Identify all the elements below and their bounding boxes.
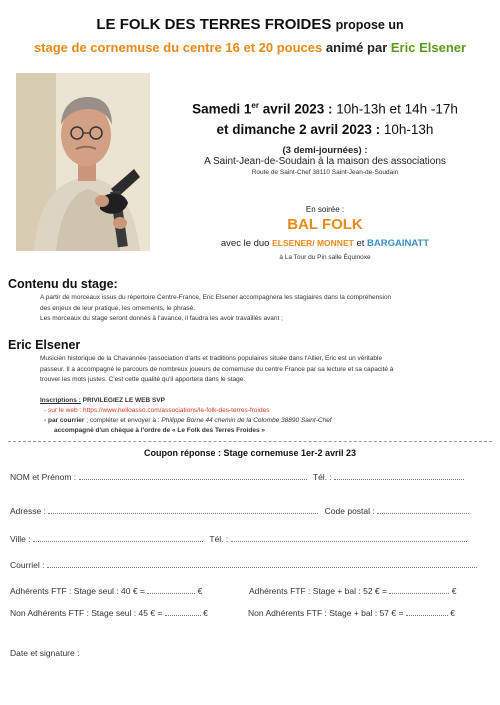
day1-label: Samedi 1 <box>192 101 252 117</box>
signature-label: Date et signature : <box>10 648 80 658</box>
web-prefix: - sur le web : <box>44 407 84 414</box>
adh-bal-euro: € <box>451 586 457 596</box>
evening-venue: à La Tour du Pin salle Équinoxe <box>279 254 371 261</box>
inscriptions-label: Inscriptions : <box>40 397 81 404</box>
mail-text: ; compléter et envoyer à : <box>84 417 162 424</box>
bio-title: Eric Elsener <box>8 338 81 352</box>
adh-bal-label: Adhérents FTF : Stage + bal : 52 € = <box>249 586 387 596</box>
contenu-line: Les morceaux du stage seront donnés à l'avance, il faudra les avoir travaillés avant ; <box>40 315 283 322</box>
coupon-title: Coupon réponse : Stage cornemuse 1er-2 avril 23 <box>143 448 357 458</box>
bio-line: Musicien historique de la Chavannée (association d'arts et traditions populaires située dans l'Allier, Eric est un véritable <box>40 355 383 362</box>
nonadh-bal-euro: € <box>450 608 455 618</box>
adh-seul-field[interactable] <box>147 585 195 594</box>
courriel-field[interactable] <box>47 559 477 568</box>
contenu-text <box>40 293 480 325</box>
mail-address: Philippe Borne 44 chemin de la Colombe 38890 Saint-Chef <box>161 417 332 424</box>
day1-hours: 10h-13h et 14h -17h <box>332 101 458 117</box>
contenu-line: A partir de morceaux issus du répertoire Centre-France, Eric Elsener accompagnera les stagiaires dans la compréhension <box>40 294 392 301</box>
nonadh-seul-label: Non Adhérents FTF : Stage seul : 45 € = <box>10 608 163 618</box>
date-sunday <box>160 122 490 137</box>
band-name: BARGAINATT <box>367 238 430 249</box>
adh-seul-label: Adhérents FTF : Stage seul : 40 € = <box>10 586 145 596</box>
duo-name: ELSENER/ MONNET <box>272 238 354 248</box>
contenu-title: Contenu du stage: <box>8 277 118 291</box>
event-address: Route de Saint-Chef 38110 Saint-Jean-de-Soudain <box>251 169 399 176</box>
web-line <box>40 406 332 416</box>
adresse-field[interactable] <box>48 505 318 514</box>
tel2-label: Tél. : <box>209 534 229 544</box>
ville-field[interactable] <box>33 533 203 542</box>
nonadh-seul-field[interactable] <box>165 607 201 616</box>
and-text: et <box>353 238 368 249</box>
adresse-row <box>10 505 469 516</box>
inscriptions-priority: PRIVILEGIEZ LE WEB SVP <box>80 397 165 404</box>
nonadh-bal-row <box>248 607 455 618</box>
day2-label: et dimanche 2 avril 2023 : <box>216 122 381 137</box>
mail-line <box>40 416 332 426</box>
day2-hours: 10h-13h <box>380 122 434 137</box>
ville-label: Ville : <box>10 534 31 544</box>
adresse-label: Adresse : <box>10 506 46 516</box>
anime-text: animé par <box>325 40 388 55</box>
nonadh-bal-label: Non Adhérents FTF : Stage + bal : 57 € = <box>248 608 404 618</box>
adh-bal-row <box>249 585 456 596</box>
stage-title: stage de cornemuse du centre 16 et 20 pouces <box>33 40 323 55</box>
nom-label: NOM et Prénom : <box>10 472 77 482</box>
inscriptions-heading <box>40 396 332 406</box>
teacher-name: Eric Elsener <box>390 40 467 55</box>
day1-sup: er <box>251 101 259 110</box>
teacher-photo <box>16 73 150 251</box>
mail-prefix: - par courrier <box>44 417 85 424</box>
web-link[interactable]: https://www.helloasso.com/associations/le-folk-des-terres-froides <box>83 407 270 414</box>
cp-field[interactable] <box>377 505 469 514</box>
courriel-label: Courriel : <box>10 560 45 570</box>
bal-folk-title: BAL FOLK <box>287 216 363 233</box>
evening-label: En soirée : <box>305 205 345 214</box>
cheque-text: accompagné d'un chèque à l'ordre de « Le Folk des Terres Froides » <box>54 427 266 434</box>
signature-row <box>10 648 79 658</box>
propose-text: propose un <box>335 18 404 32</box>
tel-field[interactable] <box>334 471 464 480</box>
inscriptions-block <box>40 396 332 436</box>
courriel-row <box>10 559 477 570</box>
date-saturday <box>160 101 490 117</box>
org-name: LE FOLK DES TERRES FROIDES <box>96 16 332 33</box>
bio-line: passeur. Il a accompagné le parcours de nombreux joueurs de cornemuse du centre France par sa lecture et sa capacité à <box>40 365 394 373</box>
nonadh-seul-euro: € <box>203 608 208 618</box>
tel2-field[interactable] <box>231 533 467 542</box>
cp-label: Code postal : <box>324 506 375 516</box>
with-text: avec le duo <box>220 238 270 249</box>
nonadh-bal-field[interactable] <box>406 607 448 616</box>
day1-rest: avril 2023 : <box>258 101 333 117</box>
adh-seul-euro: € <box>197 586 203 596</box>
bio-line: trouver les mots justes. C'est cette qualité qu'il apportera dans le stage. <box>40 376 246 383</box>
nom-field[interactable] <box>79 471 307 480</box>
header-title <box>0 16 500 33</box>
bio-text <box>40 354 480 386</box>
evening-lineup <box>160 238 490 249</box>
adh-bal-field[interactable] <box>389 585 449 594</box>
header-subtitle <box>0 40 500 55</box>
contenu-line: des enjeux de leur pratique, les ornements, le phrasé. <box>40 304 196 312</box>
ville-row <box>10 533 467 544</box>
tel-label: Tél. : <box>312 472 332 482</box>
coupon-separator <box>8 441 492 442</box>
nonadh-seul-row <box>10 607 208 618</box>
adh-seul-row <box>10 585 202 596</box>
nom-row <box>10 471 464 482</box>
event-place: A Saint-Jean-de-Soudain à la maison des associations <box>204 156 446 167</box>
half-days: (3 demi-journées) : <box>282 145 368 156</box>
